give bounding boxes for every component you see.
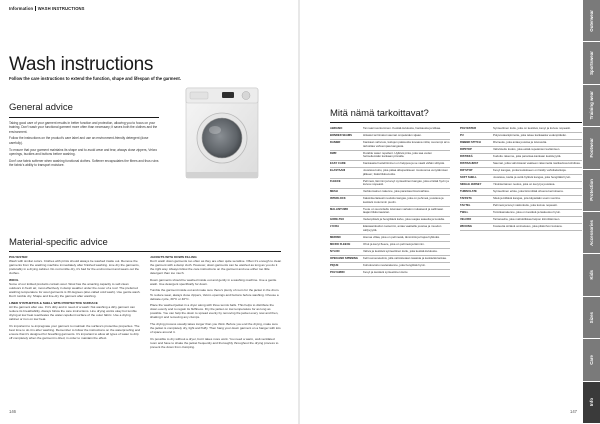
glossary-row [460,133,582,140]
glossary-description: Yksinkertainen neulos, joka on kevyt ja joustava. [493,181,556,186]
glossary-description: Tuote on suunniteltu istumaan vartalon mukaisesti ja sallimaan laajan liikkumavaran. [363,206,444,215]
glossary-term: MESH [330,190,338,194]
glossary-row [460,217,582,224]
glossary-row [330,189,450,196]
glossary-term: RISTISAUMAT [460,162,479,166]
glossary-description: Joustava, tuulta ja vettä hylkivä kangas, joka hengittää hyvin. [493,174,572,179]
section-tab[interactable] [583,85,600,127]
glossary-row [460,140,582,147]
glossary-term: MERINO [330,235,341,239]
glossary-term: DANIER [330,141,341,145]
glossary-row [330,235,450,242]
material-text: Some of our knitted products contain wool. Wool has the amazing capacity to self-clean outdoors in fresh air, most effectively in damp weather under the cover of a roof. The preferred washing temperature for wool garments is 30 degrees (also called cold wash). Use gentle wash. Don't tumble dry. Shape and line-dry the garment after washing. [9,281,141,299]
glossary-heading: Mitä nämä tarkoittavat? [330,108,429,119]
glossary-description: Hienoa villaa, joka on pehmeää, lämmintä ja hajua hylkivää. [363,234,440,239]
glossary-term: BONDED SEAMS [330,134,352,138]
glossary-description: Durable water repellent. Hylkivä pinta, joka saa veden helmeilemään kankaan pinnalla. [363,150,432,159]
material-subheading: POLYESTER [9,255,28,259]
glossary-description: Polyuretaanipinnoite, joka tekee kankaasta vedenpitävän. [493,133,567,138]
section-tab-label: Info [589,398,594,407]
washing-machine-illustration [170,82,274,182]
general-advice-rule [9,117,159,118]
material-text: Tumble the garment inside out and make sure there's plenty of room for the jacket in the drum. To reduce wear, always close zippers, Velcro openings and buttons before washing. Choose a delicate cycle, 30°C or 40°C. [150,288,280,301]
glossary-row [330,140,450,151]
glossary-term: LYCRA [330,225,340,229]
glossary-term: ELASTAANI [330,169,346,173]
glossary-row [330,270,450,277]
material-subheading: LINED SYNTHETICS & SHELL WITH PROTECTIVE SURFACE [9,300,98,305]
glossary-term: RISTIKKÄ [460,155,473,159]
glossary-description: Tarranauha, joka mahdollistaa helpon kiinnittämisen. [493,216,561,221]
right-page [300,0,600,424]
glossary-term: TAFFETA [460,196,472,200]
section-tab-label: Protection [589,179,594,202]
glossary-term: MALLINTUMO [330,207,349,211]
glossary-term: POLYAMIDI [330,270,345,274]
glossary-row [330,207,450,218]
glossary-term: SINGLE JERSEY [460,182,482,186]
glossary-row [330,242,450,249]
glossary-row [330,161,450,168]
glossary-description: Hitsatut tai liimatut saumat ompeleiden sijaan. [363,133,422,138]
glossary-row [460,147,582,154]
glossary-description: Ohut ja kevyt fleece, joka on pehmeä ja lämmin. [363,241,425,246]
glossary-description: Verkkomainen rakenne, joka parantaa ilmanvaihtoa. [363,189,430,194]
glossary-row [460,161,582,168]
glossary-row [460,154,582,161]
glossary-term: POLYESTER [460,127,477,131]
glossary-description: Vedenpitävä ja hengittävä kalvo, joka suojaa sateelta ja tuulelta. [363,217,445,222]
glossary-term: OPEN-END SPINNING [330,256,358,260]
glossary-description: Kankaan vahvuus, kuitujen paksuutta kuvaava mitta; suurempi arvo tarkoittaa vahvempaa kangasta. [363,140,450,148]
glossary-term: TWILL [460,210,469,214]
glossary-term: RIPSTOP [460,148,472,152]
section-tab-label: Footwear [589,138,594,158]
general-advice-heading: General advice [9,102,73,113]
section-tab-label: Kids [589,270,594,280]
section-tab[interactable] [583,170,600,212]
material-advice-heading: Material-specific advice [9,237,108,248]
section-tab[interactable] [583,297,600,339]
glossary-term: MICRO FLEECE [330,242,351,246]
header-section: Information [9,6,34,11]
header-topic: WASH INSTRUCTIONS [37,6,85,11]
glossary-description: Pehmeä ja kevyt nailonkuitu, joka kuivuu nopeasti. [493,202,558,207]
glossary-term: WICKING [460,224,472,228]
glossary-row [460,196,582,203]
glossary-description: Vahva ja kestävä synteettinen kuitu, joka kestää kulutusta. [363,248,438,253]
glossary-description: Vahvistettu kudos, joka estää repeämien leviämisen. [493,147,561,152]
glossary-term: FLEECE [330,179,341,183]
material-text: It's important to re-impregnate your garment to maintain the surface's protective properties. The best time to do it is after washing. Remember to follow the instructions on the waterproofing and ensure that it's designed for breathing garments. It's important to allow all types of water to drip off completely when the garment is dried, in order to maintain the effect. [9,323,141,340]
glossary-description: Kehruumenetelmä, jolla valmistetaan tasaista ja kestävää lankaa. [363,255,447,260]
glossary-term: PIQUE [330,263,339,267]
glossary-description: Joustava kuitu, joka palaa alkuperäiseen muotoonsa venyttämisen jälkeen; lisää liikkuvuutta. [363,168,449,176]
glossary-description: Kudottu rakenne, joka parantaa kankaan kestävyyttä. [493,154,562,159]
glossary-rule [330,122,582,123]
glossary-description: Rivineule, joka antaa joustoa ja istuvuutta. [493,140,547,145]
glossary-term: RIP STOP [460,169,473,172]
section-tab[interactable] [583,212,600,254]
section-tabs [583,0,600,424]
glossary-description: Toimikasrakenne, joka on kestävä ja laskeutuu hyvin. [493,209,561,214]
glossary-description: Kankaasta huolehtiminen on helppoa ja se vaatii vähän silitystä. [363,161,445,166]
header-divider [35,6,36,11]
glossary-term: EASY CARE [330,162,346,166]
general-paragraph: Don't use fabric softener when washing functional clothes. Softener encapsulates the fibres and thus ruins the fabric's ability to transport moisture. [9,158,159,168]
glossary-term: SOFT SHELL [460,175,477,179]
material-advice-rule [9,251,281,252]
glossary-term: PU [460,134,464,138]
section-tab-label: Outerwear [589,9,594,32]
glossary-row [330,196,450,207]
glossary-term: NYLON [330,249,340,253]
section-tab-label: Sizes [589,311,594,324]
glossary-row [460,224,582,231]
glossary-row [330,179,450,190]
glossary-row [460,189,582,196]
glossary-row [330,217,450,224]
material-text: Don't wash down garments too often as they are often quite sensitive. Often it's enough to clean the garment with a damp cloth. However, down garments can be washed as long as you do it the right way. Always follow the care instructions on the garment and use either too little detergent than too much. [150,259,282,276]
glossary-term: ABRASIO [330,127,343,131]
page-title: Wash instructions [9,54,154,75]
glossary-row [460,210,582,217]
material-subheading: JACKETS WITH DOWN FILLING [150,255,197,259]
material-column-1 [9,255,141,340]
glossary-row [330,133,450,140]
material-text: The drying process usually takes longer than you think. Before you end the drying, make sure the jacket is completely dry, light and fluffy. Then hang your down garment on a hanger with lots of space around it. [150,321,281,335]
section-tab[interactable] [583,42,600,84]
material-column-2 [150,255,282,349]
glossary-term: GORE-TEX [330,218,345,222]
glossary-row [330,126,450,133]
section-tab-label: Sportswear [589,51,594,76]
material-text: Wash with similar colors. Clothes with prints should always be washed inside out. Remove the garments from the washing machine immediately after finished washing. Line dry the garments, preferably in a drying cabinet. Do not tumble dry, it's bad for the environment and wears out the clothes. [9,259,140,276]
general-paragraph: Taking good care of your garment results in better function and protection, allowing you to focus on your training. Don't wash your functional garment more often than necessary; it saves both the clothes and the environment. [9,121,158,134]
glossary-description: Synteettinen eriste, joka lämmittää ohuena kerroksena. [493,188,564,193]
glossary-row [460,175,582,182]
glossary-description: Synteettinen kuitu, joka on kestävä, kevyt ja kuivuu nopeasti. [493,126,571,131]
glossary-description: Kevyt ja kestävä synteettinen kuitu. [363,269,409,274]
glossary-row [330,224,450,235]
glossary-row [330,249,450,256]
page-number-left: 146 [9,409,16,414]
section-tab-label: Training wear [589,91,594,120]
glossary-row [330,256,450,263]
glossary-description: Tai naarmuuntuminen. Kestää kulutusta, hankausta ja kitkaa. [363,126,441,131]
section-tab[interactable] [583,0,600,42]
general-advice-text [9,121,159,170]
section-tab-label: Accessories [589,219,594,246]
section-tab-label: Care [589,355,594,365]
general-paragraph: To ensure that your garment maintains its shape and to avoid wear and tear, always close zippers, Velcro openings, buckles and buttons before washing. [9,147,158,156]
material-text: It's possible to dry without a dryer, but it takes more work. You need a warm, well-ventilated room and have to shake the jacket frequently and thoroughly throughout the drying process to prevent the down from clumping. [150,336,279,349]
glossary-description: Saumat, jotka vahvistavat vaatteen rakennetta rasittavissa kohdissa. [493,161,581,166]
glossary-description: Elastaanikuidun tuotenimi, antaa vaatteille joustoa ja muodon säilyvyyttä. [363,224,442,232]
material-text: Place the washed jacket in a dryer along with three tennis balls. This helps to distribute the down evenly and to regain its fluffiness. Dry the jacket on low temperature for as long as possible. You can help the down to spread evenly by removing the jacket every now and then, shaking it and removing any clumps. [150,303,279,320]
glossary-description: Kohokuvioitu neulerakenne, joka hengittää hyvin. [363,262,426,267]
glossary-row [460,126,582,133]
glossary-row [460,168,582,175]
glossary-row [330,168,450,179]
material-subheading: WOOL [9,277,19,282]
glossary-term: DWR [330,151,337,155]
header-breadcrumb [9,6,85,11]
section-tab[interactable] [583,254,600,296]
glossary-description: Sileä ja kiiltävä kangas, jota käytetään usein vuorina. [493,195,561,200]
glossary-term: RIBBED STITCH [460,141,481,145]
glossary-column-1 [330,126,450,277]
glossary-row [460,182,582,189]
glossary-term: INTERLOCK [330,197,346,201]
left-page [0,0,298,424]
section-tab[interactable] [583,127,600,169]
glossary-description: Kaksinkertaisesti neulottu kangas, joka on pehmeä, joustava ja kestävä molemmin puolin. [363,196,444,204]
section-tab[interactable] [583,382,600,424]
glossary-description: Kevyt kangas, jonka kudokseen on lisätty vahvikelankoja. [493,168,567,172]
glossary-term: TACTEL [460,203,471,207]
glossary-row [330,151,450,162]
material-text: Down garments should be washed inside out and gently in a washing machine. Use a gentle wash. Use detergent specifically for down. [150,277,277,286]
glossary-description: Kosteutta siirtävä ominaisuus, joka pitää ihon kuivana. [493,223,563,228]
section-tab[interactable] [583,339,600,381]
glossary-term: VELCRO [460,217,472,221]
page-number-right: 147 [570,409,577,414]
glossary-term: THINSULATE [460,189,477,193]
glossary-row [460,203,582,210]
glossary-row [330,263,450,270]
glossary-column-2 [460,126,582,231]
glossary-description: Pehmeä, lämmin ja kevyt synteettinen kangas, joka eristää hyvin ja kuivuu nopeasti. [363,178,449,187]
material-text: Air the garment after use. If it's dirty and in need of a wash: Not washing a dirty garment can reduce its breathability. Always follow the care instructions. Line drying works okay but tumble drying at low heat reactivates the water-repellent surface of the outer fabric. Use a drying cabinet or iron on low heat. [9,304,137,322]
page-subtitle: Follow the care instructions to extend the function, shape and lifespan of the garment. [9,76,181,81]
general-paragraph: Follow the instructions on the product's care label and use an environment-friendly detergent (dose carefully). [9,136,149,145]
